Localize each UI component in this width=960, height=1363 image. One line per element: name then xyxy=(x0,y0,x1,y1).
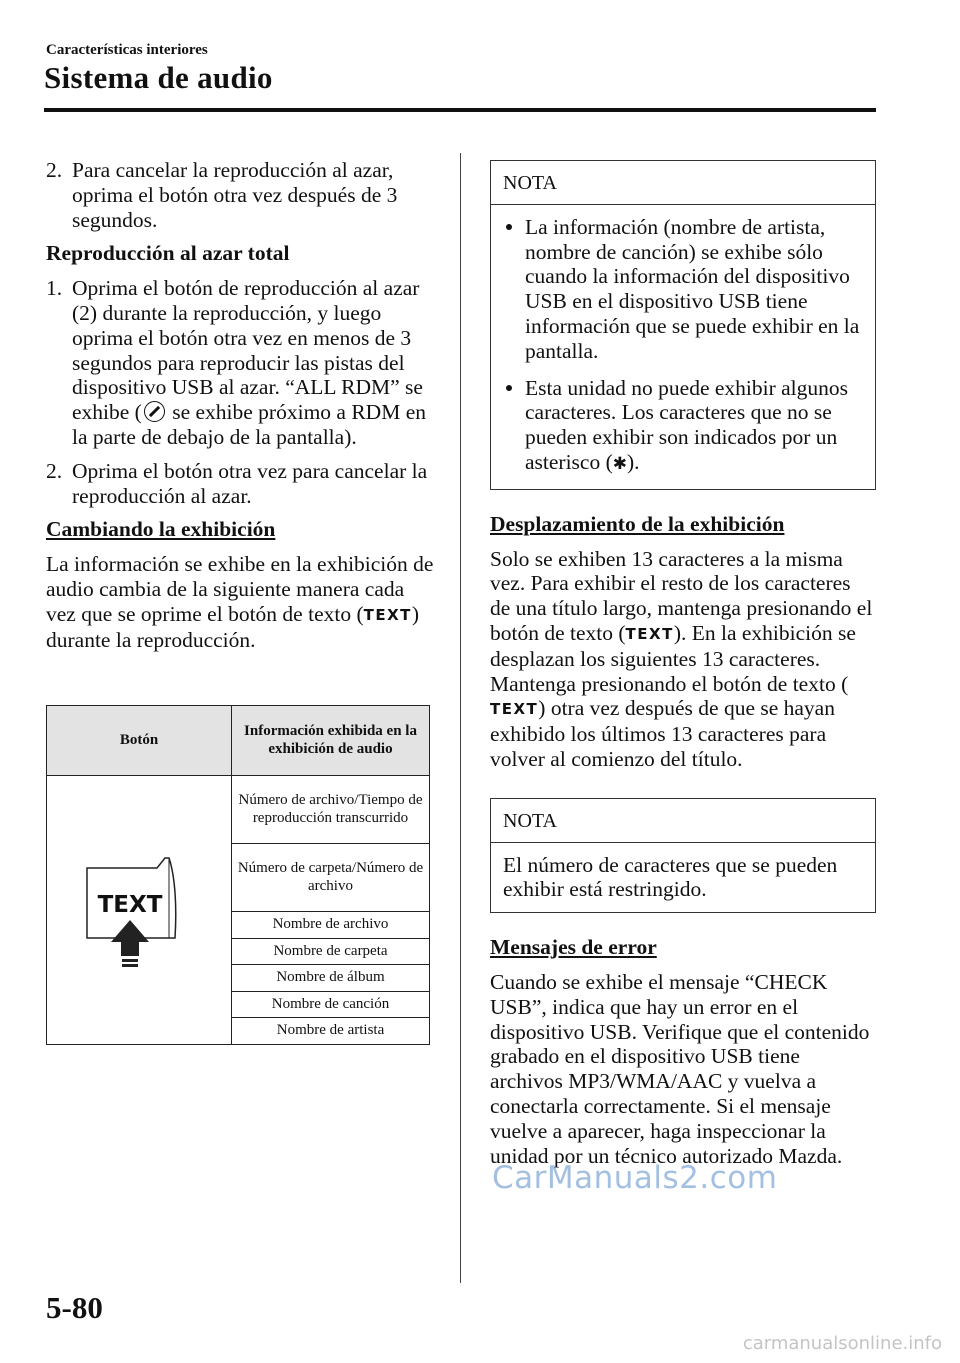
step-all-random xyxy=(46,276,438,450)
bullet-text: Esta unidad no puede exhibir algunos caracteres. Los caracteres que no se pueden exhibir son indicados por un asterisco ( xyxy=(525,375,849,474)
bullet-text-cont: ). xyxy=(627,449,640,474)
paragraph-text: La información se exhibe en la exhibición de audio cambia de la siguiente manera cada vez que se oprime el botón de texto ( xyxy=(46,552,434,626)
step-number: 1. xyxy=(46,276,63,301)
step-cancel-all-random xyxy=(46,459,438,509)
text-button-icon: TEXT xyxy=(490,700,539,719)
table-row: Número de archivo/Tiempo de reproducción transcurrido xyxy=(232,776,430,844)
note-body xyxy=(491,205,875,489)
asterisk-icon: ✱ xyxy=(612,453,628,474)
table-row: Nombre de artista xyxy=(232,1018,430,1044)
table-row: Número de carpeta/Número de archivo xyxy=(232,844,430,912)
page-title: Sistema de audio xyxy=(44,60,273,95)
note-title: NOTA xyxy=(491,799,875,843)
step-text: Para cancelar la reproducción al azar, oprima el botón otra vez después de 3 segundos. xyxy=(72,158,398,232)
text-button-icon: TEXT xyxy=(363,605,412,624)
watermark-site: carmanualsonline.info xyxy=(742,1333,942,1354)
note-bullet xyxy=(503,376,863,477)
watermark-carmanuals: CarManuals2.com xyxy=(492,1160,778,1196)
error-paragraph: Cuando se exhibe el mensaje “CHECK USB”, indica que hay un error en el dispositivo USB. Verifique que el contenido grabado en el dispositivo USB tiene archivos MP3/WMA/AAC y vuelva a conectarla correctamente. Si el mensaje vuelve a aparecer, haga inspeccionar la unidad por un técnico autorizado Mazda. xyxy=(490,969,870,1168)
note-box-limit xyxy=(490,798,876,913)
paragraph-text-cont: ). En la exhibición se desplazan los siguientes 13 caracteres. Mantenga presionando el botón de texto ( xyxy=(490,620,856,696)
display-paragraph xyxy=(46,552,438,652)
right-column xyxy=(490,160,876,1182)
col-header-info: Información exhibida en la exhibición de audio xyxy=(232,706,430,776)
display-info-table xyxy=(46,705,430,1045)
table-row: Nombre de álbum xyxy=(232,965,430,991)
paragraph-text-end: ) otra vez después de que se hayan exhibido los últimos 13 caracteres para volver al comienzo del título. xyxy=(490,696,835,771)
scroll-paragraph xyxy=(490,547,876,772)
table-row: Nombre de archivo xyxy=(232,912,430,938)
heading-error-messages: Mensajes de error xyxy=(490,935,657,960)
header-rule xyxy=(44,108,876,112)
page-number: 5-80 xyxy=(46,1290,103,1325)
heading-display-scroll: Desplazamiento de la exhibición xyxy=(490,511,785,536)
left-column xyxy=(46,158,438,666)
note-title: NOTA xyxy=(491,161,875,205)
step-text: Oprima el botón otra vez para cancelar la reproducción al azar. xyxy=(72,458,428,508)
step-number: 2. xyxy=(46,458,63,483)
step-number: 2. xyxy=(46,158,63,182)
text-button-drawing xyxy=(47,776,231,1038)
table-row: Nombre de canción xyxy=(232,991,430,1017)
text-button-illustration xyxy=(47,776,232,1045)
note-body: El número de caracteres que se pueden exhibir está restringido. xyxy=(503,852,838,902)
heading-changing-display: Cambiando la exhibición xyxy=(46,517,276,542)
step-text: Oprima el botón de reproducción al azar (2) durante la reproducción, y luego oprima el botón otra vez en menos de 3 segundos para reproducir las pistas del dispositivo USB al azar. “ALL RDM” se exhibe ( xyxy=(72,276,423,425)
heading-total-random: Reproducción al azar total xyxy=(46,241,290,266)
arrow-up-icon xyxy=(111,920,149,967)
table-row: Nombre de carpeta xyxy=(232,938,430,964)
rdm-icon xyxy=(144,401,165,422)
step-cancel-random xyxy=(46,158,438,232)
text-button-icon: TEXT xyxy=(625,624,674,643)
step-text-cont: se exhibe próximo a RDM en la parte de debajo de la pantalla). xyxy=(72,400,426,449)
column-divider xyxy=(460,153,461,1283)
col-header-button: Botón xyxy=(47,706,232,776)
paragraph-text: Solo se exhiben 13 caracteres a la misma vez. Para exhibir el resto de los caracteres de una título largo, mantenga presionando el botón de texto ( xyxy=(490,546,873,645)
note-box-info xyxy=(490,160,876,490)
note-bullet: La información (nombre de artista, nombre de canción) se exhibe sólo cuando la información del dispositivo USB en el dispositivo USB tiene información que se puede exhibir en la pantalla. xyxy=(503,215,863,364)
paragraph-text-cont: ) durante la reproducción. xyxy=(46,601,420,652)
text-button-label: TEXT xyxy=(97,892,163,918)
section-label: Características interiores xyxy=(46,42,208,58)
